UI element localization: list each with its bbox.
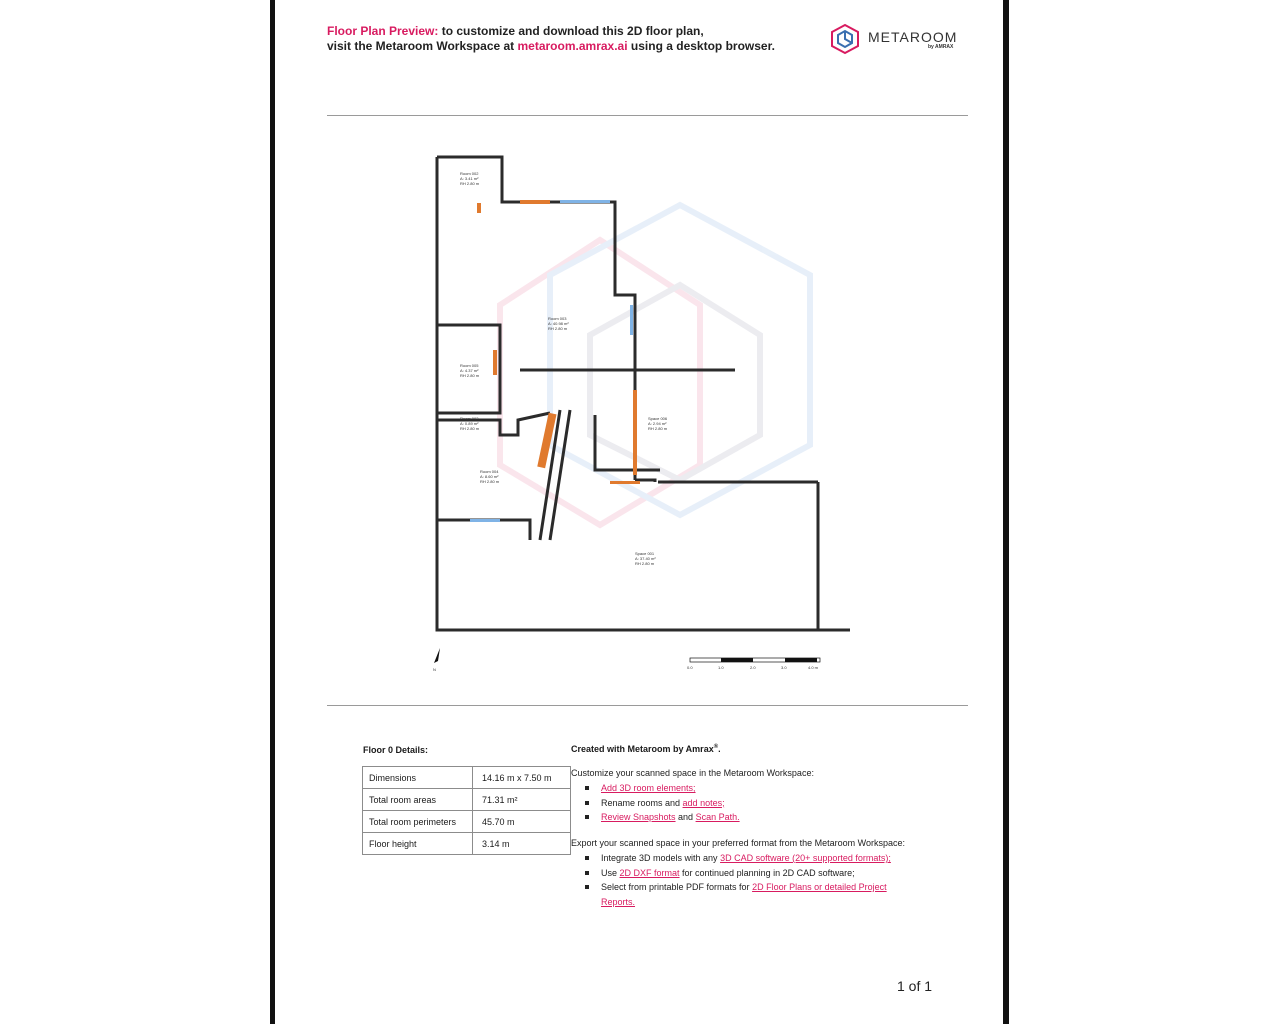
preview-line2-suffix: using a desktop browser. <box>627 39 775 53</box>
room-label: A: 8.60 m² <box>480 474 499 479</box>
detail-value: 45.70 m <box>473 811 571 833</box>
bottom-divider <box>327 705 968 706</box>
add-notes-link[interactable]: add notes; <box>682 797 725 808</box>
detail-label: Total room areas <box>363 789 473 811</box>
list-item <box>583 851 917 866</box>
page-number: 1 of 1 <box>897 978 933 994</box>
list-item <box>583 810 917 825</box>
created-text: Created with Metaroom by Amrax <box>571 744 714 754</box>
integrate-text: Integrate 3D models with any <box>601 853 721 863</box>
customize-intro: Customize your scanned space in the Metaroom Workspace: <box>571 768 814 778</box>
top-divider <box>327 115 968 116</box>
export-intro: Export your scanned space in your preferred format from the Metaroom Workspace: <box>571 838 905 848</box>
list-item <box>583 880 917 909</box>
table-row <box>363 767 571 789</box>
list-item <box>583 866 917 881</box>
detail-value: 14.16 m x 7.50 m <box>473 767 571 789</box>
pdf-reports-link[interactable]: 2D Floor Plans or detailed Project Reports. <box>601 882 887 907</box>
logo-subtitle: by AMRAX <box>928 44 954 50</box>
metaroom-logo <box>828 20 970 56</box>
room-label: Room 003 <box>548 316 567 321</box>
viewer-right-border <box>1003 0 1009 1024</box>
dxf-format-link[interactable]: 2D DXF format <box>619 867 680 878</box>
room-label: A: 2.94 m² <box>648 421 667 426</box>
workspace-url-link[interactable]: metaroom.amrax.ai <box>517 39 628 53</box>
room-label: A: 40.98 m² <box>548 321 569 326</box>
table-row <box>363 789 571 811</box>
detail-value: 71.31 m² <box>473 789 571 811</box>
scale-tick-1: 1.0 <box>718 665 724 670</box>
pdf-text: Select from printable PDF formats for <box>601 882 753 892</box>
room-label: Room 004 <box>480 469 499 474</box>
north-label: N <box>433 667 436 672</box>
preview-line1: to customize and download this 2D floor plan, <box>438 24 704 38</box>
preview-notice <box>327 24 775 54</box>
room-label: RH 2.80 m <box>548 326 568 331</box>
room-label: RH 2.80 m <box>648 426 668 431</box>
scale-tick-0: 0.0 <box>687 665 693 670</box>
table-row <box>363 833 571 855</box>
room-label: RH 2.80 m <box>480 479 500 484</box>
use-text: Use <box>601 867 620 878</box>
list-item <box>583 796 917 811</box>
detail-label: Total room perimeters <box>363 811 473 833</box>
floor-details-table <box>362 766 571 855</box>
scale-tick-3: 3.0 <box>781 665 787 670</box>
scale-tick-4: 4.0 m <box>808 665 819 670</box>
dxf-rest-text: for continued planning in 2D CAD software; <box>679 867 855 878</box>
detail-value: 3.14 m <box>473 833 571 855</box>
watermark-logo <box>500 205 810 525</box>
review-snapshots-link[interactable]: Review Snapshots <box>601 812 676 822</box>
scan-path-link[interactable]: Scan Path. <box>695 812 740 822</box>
scale-tick-2: 2.0 <box>750 665 756 670</box>
north-arrow <box>433 648 440 672</box>
metaroom-cube-icon <box>828 22 862 56</box>
room-label: A: 3.41 m² <box>460 176 479 181</box>
room-label: Space 006 <box>648 416 668 421</box>
details-title: Floor 0 Details: <box>363 745 429 755</box>
scale-bar <box>687 658 820 670</box>
add-3d-elements-link[interactable]: Add 3D room elements; <box>601 783 696 793</box>
preview-line2-prefix: visit the Metaroom Workspace at <box>327 39 518 53</box>
room-label: RH 2.80 m <box>460 426 480 431</box>
room-label: Room 002 <box>460 171 479 176</box>
room-label: A: 0.89 m² <box>460 421 479 426</box>
detail-label: Floor height <box>363 833 473 855</box>
detail-label: Dimensions <box>363 767 473 789</box>
rename-rooms-text: Rename rooms and <box>601 797 683 808</box>
room-label: RH 2.80 m <box>460 373 480 378</box>
room-label: Room 005 <box>460 363 479 368</box>
room-label: RH 2.80 m <box>460 181 480 186</box>
room-label: Room 003 <box>460 416 479 421</box>
room-label: A: 4.37 m² <box>460 368 479 373</box>
and-text: and <box>675 812 696 822</box>
preview-label: Floor Plan Preview: <box>327 24 439 38</box>
room-label: A: 37.40 m² <box>635 556 656 561</box>
created-heading: Created with Metaroom by Amrax®. <box>571 744 721 754</box>
table-row <box>363 811 571 833</box>
room-label: RH 2.80 m <box>635 561 655 566</box>
3d-cad-software-link[interactable]: 3D CAD software (20+ supported formats); <box>720 853 891 863</box>
customize-list <box>583 781 917 825</box>
list-item <box>583 781 917 796</box>
room-label: Space 001 <box>635 551 655 556</box>
export-list <box>583 851 917 909</box>
document-page <box>275 0 1003 1024</box>
logo-wordmark: METAROOM <box>868 29 958 45</box>
floor-plan-drawing <box>430 145 850 675</box>
registered-mark: ® <box>713 744 719 750</box>
